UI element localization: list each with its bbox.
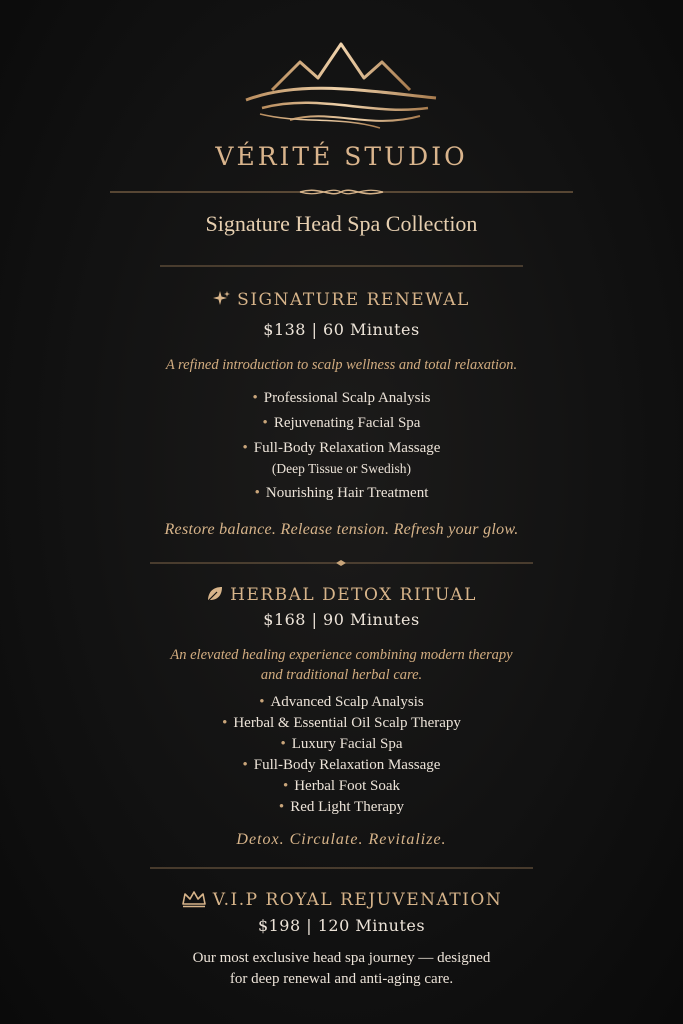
section-tagline: Restore balance. Release tension. Refresh your glow. [164, 521, 519, 538]
section-description: A refined introduction to scalp wellness and total relaxation. [165, 357, 518, 373]
section-tagline: Detox. Circulate. Revitalize. [236, 831, 447, 848]
list-item: • Herbal & Essential Oil Scalp Therapy [222, 715, 461, 731]
brand-logo [0, 38, 683, 138]
list-item-note: (Deep Tissue or Swedish) [271, 461, 412, 476]
sparkle-icon [213, 290, 231, 308]
price-duration: $168 | 90 Minutes [263, 610, 420, 629]
section-divider [0, 264, 683, 268]
list-item: • Full-Body Relaxation Massage [242, 440, 441, 456]
section-description: Our most exclusive head spa journey — designed for deep renewal and anti-aging care. [192, 950, 491, 987]
list-item: • Rejuvenating Facial Spa [262, 415, 421, 431]
crown-icon [181, 890, 207, 908]
ornament-divider [0, 186, 683, 198]
crown-wave-logo-icon [0, 38, 683, 138]
brand-name: VÉRITÉ STUDIO [215, 142, 468, 171]
leaf-icon [206, 585, 224, 603]
section-description: An elevated healing experience combining modern therapy and traditional herbal care. [170, 647, 513, 683]
service-list [0, 386, 683, 506]
price-duration: $138 | 60 Minutes [263, 320, 420, 339]
section-title-signature-renewal [0, 290, 683, 310]
service-list [0, 692, 683, 818]
section-title-herbal-detox [0, 585, 683, 605]
list-item: • Nourishing Hair Treatment [254, 485, 429, 501]
list-item: • Full-Body Relaxation Massage [242, 757, 441, 773]
list-item: • Luxury Facial Spa [280, 736, 403, 752]
section-title-text: HERBAL DETOX RITUAL [230, 585, 477, 605]
collection-title: Signature Head Spa Collection [205, 211, 478, 236]
list-item: • Herbal Foot Soak [282, 778, 401, 794]
section-divider [0, 866, 683, 870]
list-item: • Advanced Scalp Analysis [259, 694, 424, 710]
section-title-text: V.I.P ROYAL REJUVENATION [212, 890, 503, 910]
section-title-text: SIGNATURE RENEWAL [237, 290, 470, 310]
list-item: • Red Light Therapy [278, 799, 405, 815]
section-title-vip-royal [0, 890, 683, 910]
list-item: • Professional Scalp Analysis [252, 390, 431, 406]
section-divider [0, 560, 683, 566]
price-duration: $198 | 120 Minutes [257, 916, 426, 935]
